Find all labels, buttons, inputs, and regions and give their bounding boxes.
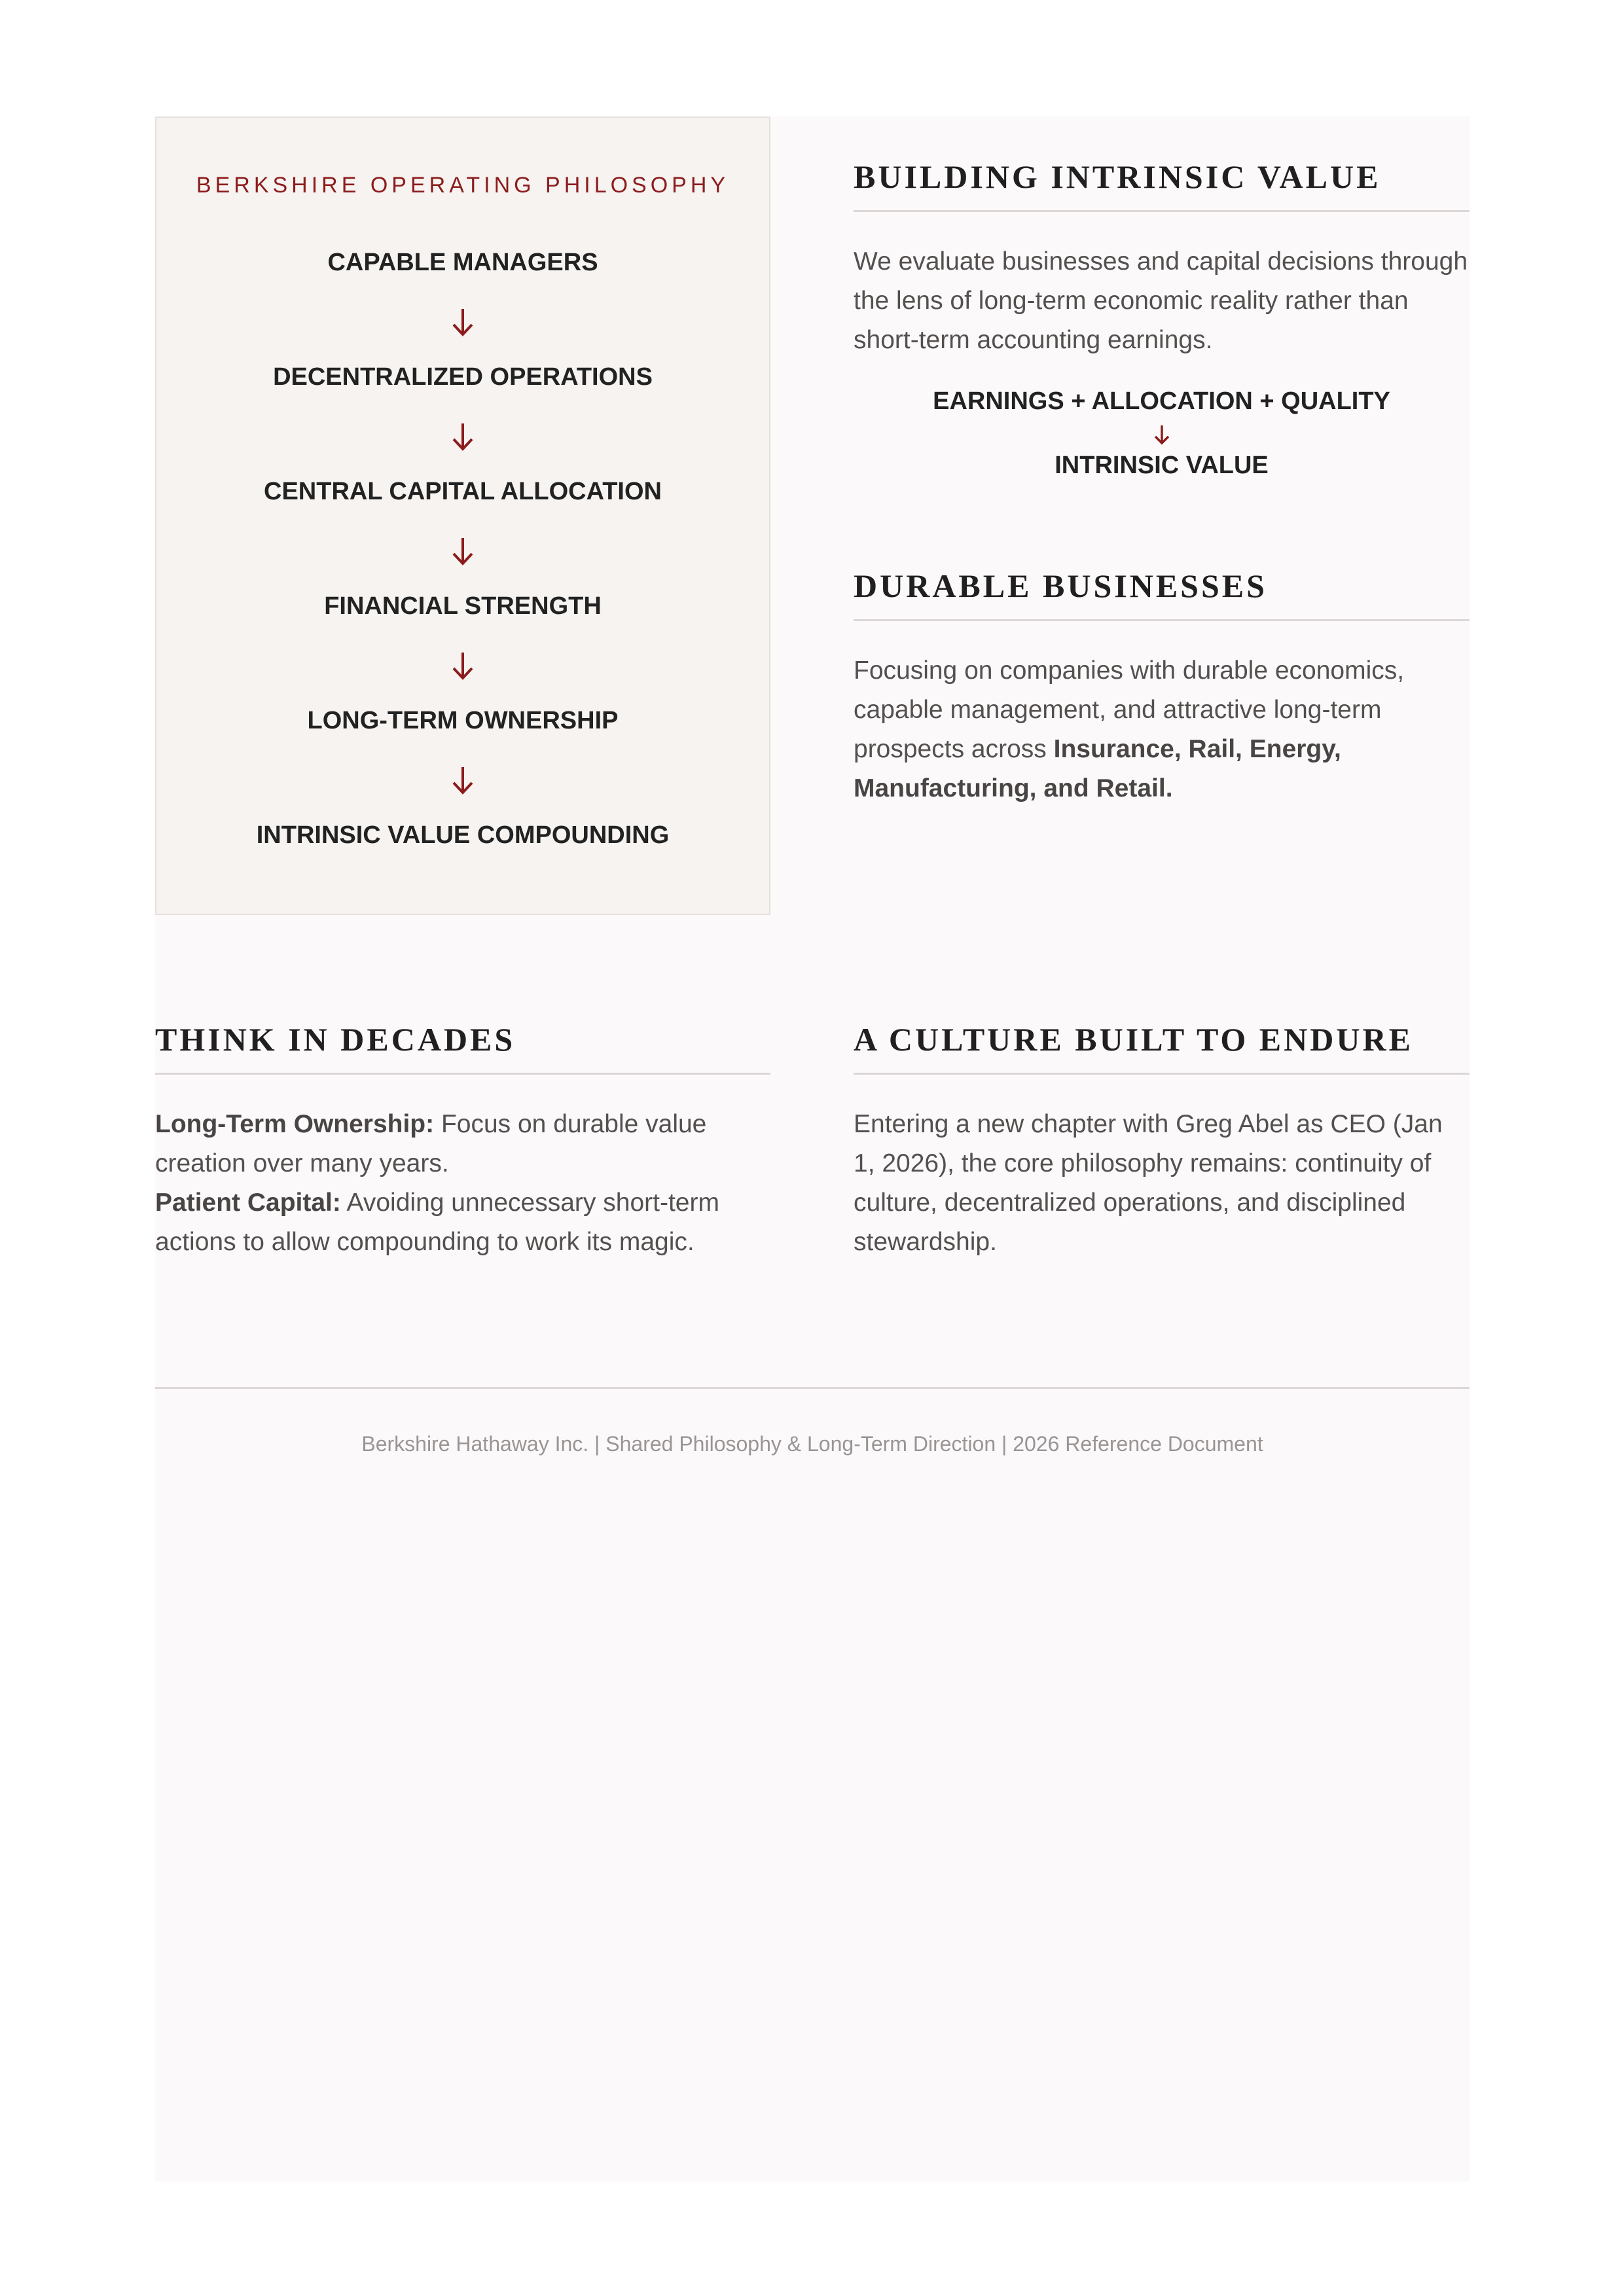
flow-step: DECENTRALIZED OPERATIONS [273, 363, 653, 391]
flow-step: FINANCIAL STRENGTH [324, 592, 602, 620]
section-intrinsic-value [854, 160, 1470, 478]
section-body [854, 651, 1470, 808]
formula-top: EARNINGS + ALLOCATION + QUALITY [933, 387, 1390, 415]
section-body: We evaluate businesses and capital decisions through the lens of long-term economic reality rather than short-term accounting earnings. [854, 247, 1468, 354]
section-culture [854, 1023, 1470, 1262]
section-heading: BUILDING INTRINSIC VALUE [854, 160, 1470, 212]
point-text: Avoiding unnecessary short-term actions to allow compounding to work its magic. [155, 1189, 719, 1256]
arrow-down-icon [450, 764, 476, 796]
section-think-in-decades [155, 1023, 770, 1262]
flow-step: CENTRAL CAPITAL ALLOCATION [264, 478, 662, 505]
formula-bottom: INTRINSIC VALUE [1055, 452, 1269, 479]
section-heading: DURABLE BUSINESSES [854, 569, 1470, 621]
point-label: Patient Capital: [155, 1189, 341, 1217]
arrow-down-icon [450, 421, 476, 452]
arrow-down-icon [450, 650, 476, 681]
page-footer: Berkshire Hathaway Inc. | Shared Philosophy & Long-Term Direction | 2026 Reference Document [361, 1432, 1263, 1456]
body-text: Focusing on companies with durable economics, capable management, and attractive long-term prospects across [854, 656, 1405, 763]
flow-step: LONG-TERM OWNERSHIP [307, 707, 619, 734]
flow-step: CAPABLE MANAGERS [327, 249, 598, 276]
section-heading: THINK IN DECADES [155, 1023, 770, 1075]
arrow-down-icon [1153, 424, 1171, 445]
section-body: Entering a new chapter with Greg Abel as CEO (Jan 1, 2026), the core philosophy remains: continuity of culture, decentralized operations, and disciplined stewardship. [854, 1110, 1443, 1256]
point-long-term-ownership [155, 1105, 770, 1183]
section-heading: A CULTURE BUILT TO ENDURE [854, 1023, 1470, 1075]
document-page [155, 117, 1470, 2181]
arrow-down-icon [450, 535, 476, 567]
sectors-emphasis: Insurance, Rail, Energy, Manufacturing, and Retail. [854, 735, 1341, 802]
philosophy-flow-panel [155, 117, 770, 915]
section-durable-businesses [854, 569, 1470, 808]
flow-step: INTRINSIC VALUE COMPOUNDING [256, 821, 670, 849]
point-label: Long-Term Ownership: [155, 1110, 435, 1138]
section-body [155, 1105, 770, 1262]
arrow-down-icon [450, 306, 476, 338]
footer-divider [155, 1387, 1470, 1389]
point-patient-capital [155, 1183, 770, 1262]
point-text: Focus on durable value creation over many years. [155, 1110, 707, 1177]
flow-title: BERKSHIRE OPERATING PHILOSOPHY [196, 173, 730, 198]
